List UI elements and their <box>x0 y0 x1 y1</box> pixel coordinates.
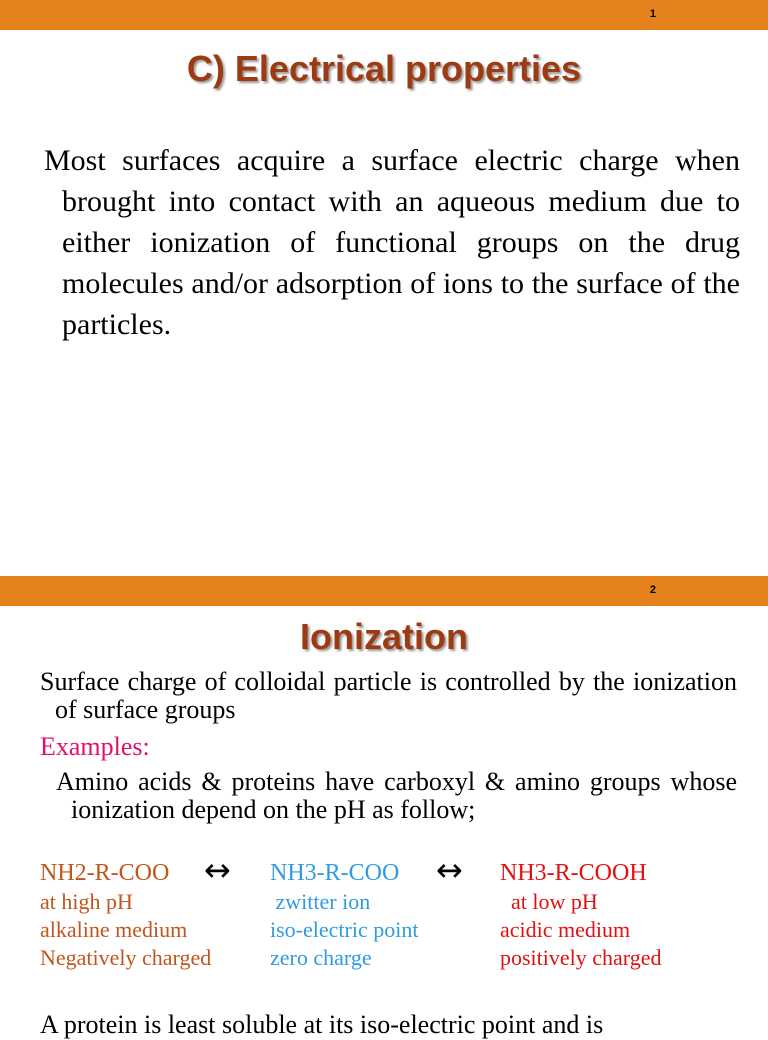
formula: NH3-R-COOH <box>500 860 647 886</box>
bottom-paragraph: A protein is least soluble at its iso-electric point and is <box>40 1010 604 1039</box>
slide-header-bar <box>0 0 768 30</box>
examples-label: Examples: <box>40 732 150 761</box>
slide-title: Ionization <box>300 616 468 657</box>
form-high-ph <box>40 858 211 972</box>
slide-header-bar <box>0 576 768 606</box>
condition: zwitter ion <box>270 889 371 914</box>
equilibrium-arrow: ↔ <box>436 851 463 889</box>
slide-title: C) Electrical properties <box>186 48 582 89</box>
intro-paragraph: Surface charge of colloidal particle is controlled by the ionization of surface groups <box>40 667 737 724</box>
condition: at high pH <box>40 889 133 914</box>
form-low-ph <box>500 858 662 972</box>
examples-paragraph: Amino acids & proteins have carboxyl & amino groups whose ionization depend on the pH as follow; <box>56 767 737 824</box>
slide-paragraph: Most surfaces acquire a surface electric charge when brought into contact with an aqueous medium due to either ionization of functional groups on the drug molecules and/or adsorption of ions to the surface of the particles. <box>44 144 740 341</box>
slide-number: 2 <box>649 584 656 596</box>
formula: NH3-R-COO <box>270 860 400 886</box>
medium: alkaline medium <box>40 917 188 942</box>
form-zwitter-ion <box>270 858 418 972</box>
slide-2 <box>0 576 768 1039</box>
equilibrium-arrow: ↔ <box>204 851 231 889</box>
formula: NH2-R-COO <box>40 860 170 886</box>
charge: zero charge <box>270 945 372 970</box>
medium: acidic medium <box>500 917 631 942</box>
medium: iso-electric point <box>270 917 419 942</box>
charge: Negatively charged <box>40 945 212 970</box>
charge: positively charged <box>500 945 662 970</box>
condition: at low pH <box>500 889 598 914</box>
slide-number: 1 <box>649 8 656 20</box>
